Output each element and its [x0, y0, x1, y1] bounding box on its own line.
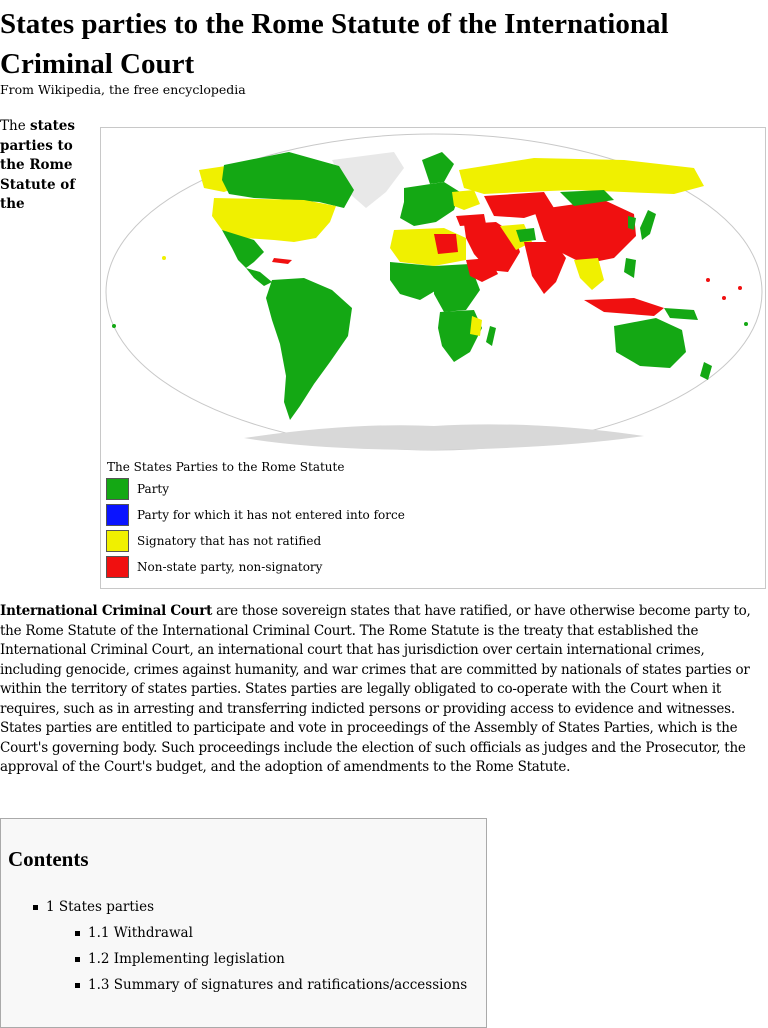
- legend-item-non-party: [106, 555, 322, 579]
- pacific-island: [112, 324, 116, 328]
- toc-label: 1.1 Withdrawal: [88, 925, 193, 941]
- toc-item-summary[interactable]: [75, 977, 467, 993]
- toc-label: 1 States parties: [46, 899, 155, 915]
- hawaii: [162, 256, 166, 260]
- legend-item-signatory: [106, 529, 321, 553]
- bullet-icon: [75, 931, 80, 936]
- lead-fragment: [0, 117, 92, 215]
- infobox: [100, 127, 766, 589]
- tagline: From Wikipedia, the free encyclopedia: [0, 82, 246, 97]
- pacific-island: [706, 278, 710, 282]
- toc-item-implementing-legislation[interactable]: [75, 951, 285, 967]
- lead-bold-continuation: International Criminal Court: [0, 603, 213, 619]
- toc-title: Contents: [8, 847, 89, 871]
- swatch-not-in-force: [106, 504, 129, 526]
- world-map[interactable]: [104, 130, 764, 455]
- swatch-non-party: [106, 556, 129, 578]
- toc-label: 1.3 Summary of signatures and ratifications/accessions: [88, 977, 468, 993]
- bullet-icon: [33, 905, 38, 910]
- lead-bold-fragment: states parties to the Rome Statute of the: [0, 118, 76, 212]
- map-caption: The States Parties to the Rome Statute: [107, 460, 345, 474]
- swatch-party: [106, 478, 129, 500]
- pacific-island: [722, 296, 726, 300]
- legend-label: Party: [137, 482, 170, 496]
- bullet-icon: [75, 983, 80, 988]
- toc-label: 1.2 Implementing legislation: [88, 951, 285, 967]
- libya: [434, 234, 458, 254]
- legend-label: Party for which it has not entered into force: [137, 508, 405, 522]
- legend-item-party: [106, 477, 169, 501]
- toc-item-states-parties[interactable]: [33, 899, 154, 915]
- lead-text: are those sovereign states that have ratified, or have otherwise become party to, the Rome Statute of the International Criminal Court. The Rome Statute is the treaty that established the International Criminal Court, an international court that has jurisdiction over certain international crimes, including genocide, crimes against humanity, and war crimes that are committed by nationals of states parties or within the territory of states parties. States parties are legally obligated to co-operate with the Court when it requires, such as in arresting and transferring indicted persons or providing access to evidence and witnesses. States parties are entitled to participate and vote in proceedings of the Assembly of States Parties, which is the Court's governing body. Such proceedings include the election of such officials as judges and the Prosecutor, the approval of the Court's budget, and the adoption of amendments to the Rome Statute.: [0, 603, 751, 775]
- legend-label: Non-state party, non-signatory: [137, 560, 323, 574]
- swatch-signatory: [106, 530, 129, 552]
- page-title: States parties to the Rome Statute of the International Criminal Court: [0, 8, 669, 80]
- toc-item-withdrawal[interactable]: [75, 925, 193, 941]
- pacific-island: [738, 286, 742, 290]
- table-of-contents: [0, 818, 487, 1028]
- lead-paragraph: [0, 602, 768, 778]
- turkey: [456, 214, 486, 226]
- bullet-icon: [75, 957, 80, 962]
- lead-prefix: The: [0, 118, 30, 134]
- pacific-island: [744, 322, 748, 326]
- legend-item-not-in-force: [106, 503, 405, 527]
- legend-label: Signatory that has not ratified: [137, 534, 322, 548]
